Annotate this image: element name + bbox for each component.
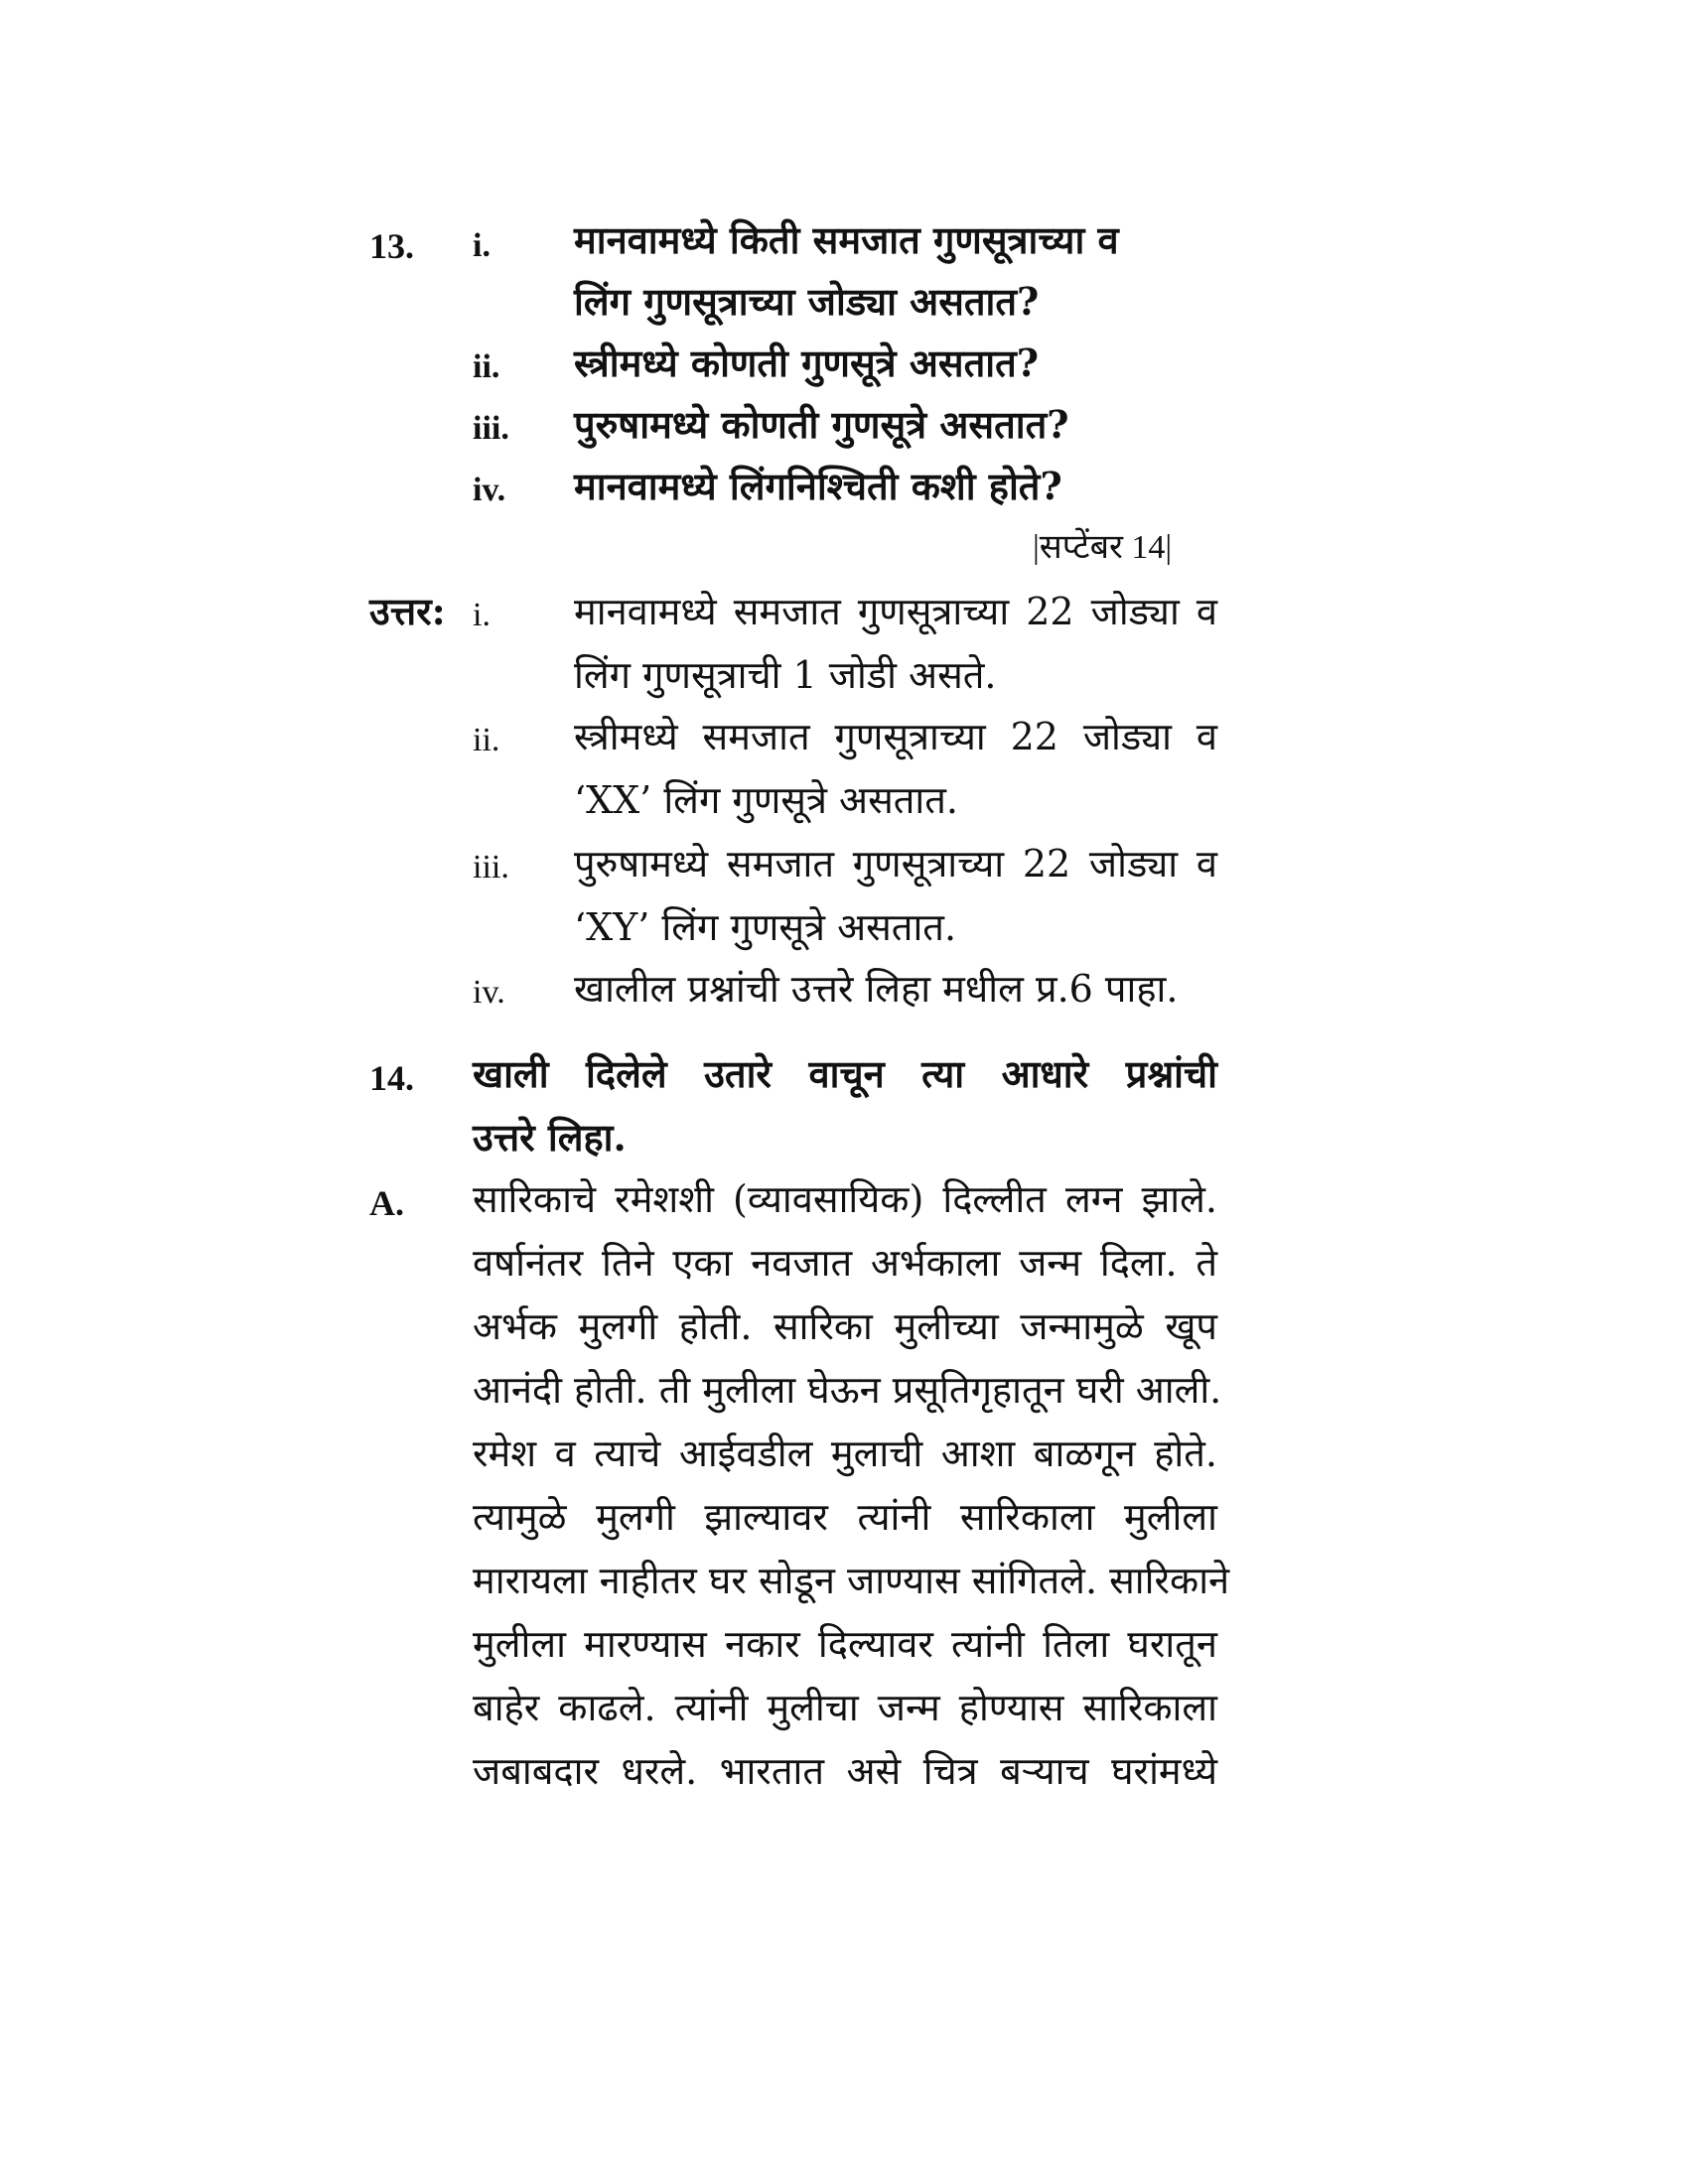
q14-line-1: खाली दिलेले उतारे वाचून त्या आधारे प्रश्नांची bbox=[473, 1051, 1217, 1096]
answer-item-iv-line-1: खालील प्रश्नांची उत्तरे लिहा मधील प्र.6 पाहा. bbox=[574, 967, 1179, 1011]
passage-a-line-5: रमेश व त्याचे आईवडील मुलाची आशा बाळगून होते. bbox=[473, 1432, 1217, 1475]
passage-a-label: A. bbox=[369, 1183, 404, 1223]
passage-a-line-2: वर्षानंतर तिने एका नवजात अर्भकाला जन्म दिला. ते bbox=[473, 1241, 1217, 1285]
passage-a-line-7: मारायला नाहीतर घर सोडून जाण्यास सांगितले. सारिकाने bbox=[473, 1559, 1230, 1602]
q13-item-i-line-2: लिंग गुणसूत्राच्या जोड्या असतात? bbox=[574, 279, 1040, 324]
passage-a-line-6: त्यामुळे मुलगी झाल्यावर त्यांनी सारिकाला मुलीला bbox=[473, 1495, 1217, 1539]
q13-item-i-line-1: मानवामध्ये किती समजात गुणसूत्राच्या व bbox=[574, 217, 1119, 262]
answer-item-iii-line-1: पुरुषामध्ये समजात गुणसूत्राच्या 22 जोड्या व bbox=[574, 842, 1217, 886]
answer-item-ii-label: ii. bbox=[473, 722, 500, 758]
q13-item-i-label: i. bbox=[473, 227, 491, 264]
answer-item-i-line-2: लिंग गुणसूत्राची 1 जोडी असते. bbox=[574, 653, 997, 697]
answer-item-i-line-1: मानवामध्ये समजात गुणसूत्राच्या 22 जोड्या व bbox=[574, 590, 1217, 633]
q13-item-iii-label: iii. bbox=[473, 410, 509, 447]
q13-exam-date: |सप्टेंबर 14| bbox=[1033, 529, 1173, 566]
q13-item-iv-line-1: मानवामध्ये लिंगनिश्चिती कशी होते? bbox=[574, 464, 1062, 508]
passage-a-line-3: अर्भक मुलगी होती. सारिका मुलीच्या जन्मामुळे खूप bbox=[473, 1304, 1217, 1348]
question-13-number: 13. bbox=[369, 226, 414, 266]
answer-item-ii-line-2: ‘XX’ लिंग गुणसूत्रे असतात. bbox=[574, 778, 958, 822]
question-14-number: 14. bbox=[369, 1058, 414, 1098]
passage-a-line-4: आनंदी होती. ती मुलीला घेऊन प्रसूतिगृहातून घरी आली. bbox=[473, 1368, 1222, 1412]
answer-heading: उत्तर: bbox=[369, 589, 446, 633]
passage-a-line-10: जबाबदार धरले. भारतात असे चित्र बऱ्याच घरांमध्ये bbox=[473, 1749, 1217, 1793]
answer-item-iii-label: iii. bbox=[473, 849, 509, 886]
passage-a-line-8: मुलीला मारण्यास नकार दिल्यावर त्यांनी तिला घरातून bbox=[473, 1622, 1217, 1666]
q13-item-ii-line-1: स्त्रीमध्ये कोणती गुणसूत्रे असतात? bbox=[574, 341, 1040, 385]
answer-item-iii-line-2: ‘XY’ लिंग गुणसूत्रे असतात. bbox=[574, 905, 957, 949]
passage-a-line-1: सारिकाचे रमेशशी (व्यावसायिक) दिल्लीत लग्न झाले. bbox=[473, 1177, 1217, 1221]
answer-item-ii-line-1: स्त्रीमध्ये समजात गुणसूत्राच्या 22 जोड्या व bbox=[574, 715, 1217, 758]
q13-item-iv-label: iv. bbox=[473, 472, 506, 508]
q13-item-iii-line-1: पुरुषामध्ये कोणती गुणसूत्रे असतात? bbox=[574, 402, 1069, 447]
passage-a-line-9: बाहेर काढले. त्यांनी मुलीचा जन्म होण्यास सारिकाला bbox=[473, 1686, 1217, 1729]
q13-item-ii-label: ii. bbox=[473, 348, 500, 385]
answer-item-i-label: i. bbox=[473, 597, 491, 633]
answer-item-iv-label: iv. bbox=[473, 974, 505, 1011]
q14-line-2: उत्तरे लिहा. bbox=[473, 1115, 627, 1160]
